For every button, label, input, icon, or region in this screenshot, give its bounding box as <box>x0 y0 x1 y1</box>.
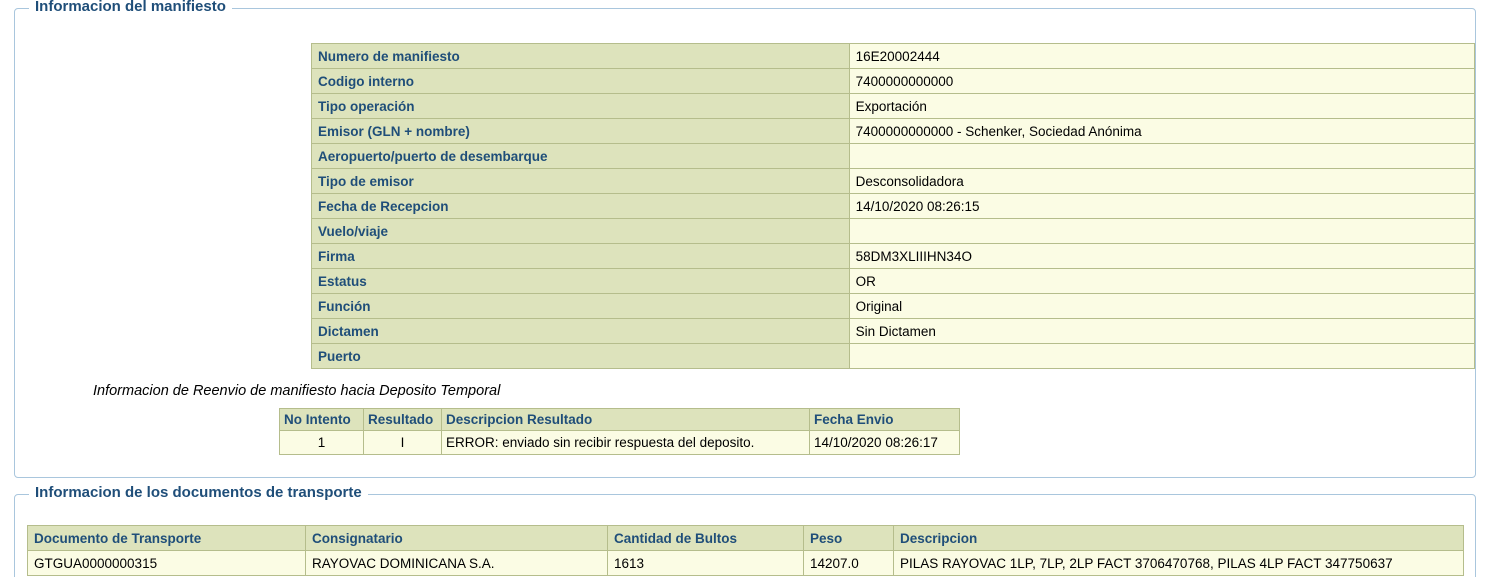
table-row <box>312 194 1475 219</box>
field-value: 7400000000000 <box>849 69 1474 94</box>
table-row <box>312 344 1475 369</box>
manifest-info-panel-title: Informacion del manifiesto <box>29 0 232 15</box>
field-label: Dictamen <box>312 319 850 344</box>
column-header-resultado: Resultado <box>364 409 442 431</box>
field-value: OR <box>849 269 1474 294</box>
table-row <box>312 94 1475 119</box>
cell-descripcion-resultado: ERROR: enviado sin recibir respuesta del deposito. <box>442 431 810 455</box>
table-row <box>28 551 1464 576</box>
field-label: Puerto <box>312 344 850 369</box>
cell-consignatario: RAYOVAC DOMINICANA S.A. <box>306 551 608 576</box>
field-label: Tipo de emisor <box>312 169 850 194</box>
table-row <box>312 294 1475 319</box>
field-value: Exportación <box>849 94 1474 119</box>
field-label: Fecha de Recepcion <box>312 194 850 219</box>
column-header-fecha-envio: Fecha Envio <box>810 409 960 431</box>
field-value: 16E20002444 <box>849 44 1474 69</box>
field-label: Vuelo/viaje <box>312 219 850 244</box>
transport-documents-panel-title: Informacion de los documentos de transporte <box>29 484 368 501</box>
table-row <box>312 69 1475 94</box>
table-row <box>312 319 1475 344</box>
table-row <box>280 431 960 455</box>
field-label: Función <box>312 294 850 319</box>
table-header-row <box>280 409 960 431</box>
field-value: Sin Dictamen <box>849 319 1474 344</box>
column-header-peso: Peso <box>804 526 894 551</box>
reenvio-section-caption: Informacion de Reenvio de manifiesto hacia Deposito Temporal <box>93 383 501 399</box>
transport-documents-panel <box>14 484 1476 577</box>
table-row <box>312 169 1475 194</box>
column-header-descripcion: Descripcion <box>894 526 1464 551</box>
field-value <box>849 344 1474 369</box>
table-row <box>312 44 1475 69</box>
column-header-consignatario: Consignatario <box>306 526 608 551</box>
field-label: Codigo interno <box>312 69 850 94</box>
field-value: 14/10/2020 08:26:15 <box>849 194 1474 219</box>
column-header-documento-transporte: Documento de Transporte <box>28 526 306 551</box>
column-header-descripcion-resultado: Descripcion Resultado <box>442 409 810 431</box>
cell-documento-transporte: GTGUA0000000315 <box>28 551 306 576</box>
field-label: Firma <box>312 244 850 269</box>
column-header-cantidad-bultos: Cantidad de Bultos <box>608 526 804 551</box>
manifest-info-panel <box>14 0 1476 478</box>
table-row <box>312 219 1475 244</box>
cell-fecha-envio: 14/10/2020 08:26:17 <box>810 431 960 455</box>
cell-cantidad-bultos: 1613 <box>608 551 804 576</box>
field-value: Original <box>849 294 1474 319</box>
field-value <box>849 144 1474 169</box>
field-label: Estatus <box>312 269 850 294</box>
field-value: Desconsolidadora <box>849 169 1474 194</box>
table-header-row <box>28 526 1464 551</box>
table-row <box>312 244 1475 269</box>
field-label: Tipo operación <box>312 94 850 119</box>
field-label: Emisor (GLN + nombre) <box>312 119 850 144</box>
field-label: Numero de manifiesto <box>312 44 850 69</box>
column-header-no-intento: No Intento <box>280 409 364 431</box>
cell-resultado: I <box>364 431 442 455</box>
cell-no-intento: 1 <box>280 431 364 455</box>
reenvio-table <box>279 408 960 455</box>
table-row <box>312 269 1475 294</box>
field-value: 7400000000000 - Schenker, Sociedad Anónima <box>849 119 1474 144</box>
cell-peso: 14207.0 <box>804 551 894 576</box>
table-row <box>312 119 1475 144</box>
field-value <box>849 219 1474 244</box>
transport-documents-table <box>27 525 1464 576</box>
field-value: 58DM3XLIIIHN34O <box>849 244 1474 269</box>
manifest-fields-table <box>311 43 1475 369</box>
cell-descripcion: PILAS RAYOVAC 1LP, 7LP, 2LP FACT 3706470768, PILAS 4LP FACT 347750637 <box>894 551 1464 576</box>
field-label: Aeropuerto/puerto de desembarque <box>312 144 850 169</box>
table-row <box>312 144 1475 169</box>
